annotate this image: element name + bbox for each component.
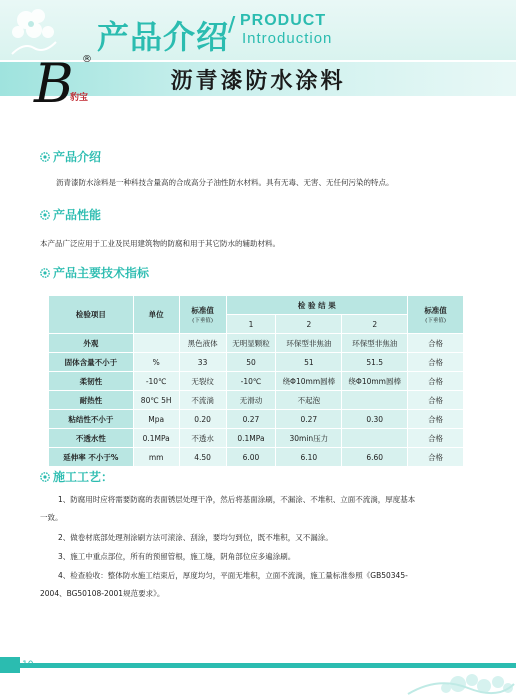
cell-item: 耐热性 (49, 391, 134, 410)
table-row (49, 391, 464, 410)
cell-r2: 6.10 (276, 448, 342, 467)
cell-unit: 80℃ 5H (133, 391, 179, 410)
header-title-cn: 产品介绍 (97, 18, 230, 56)
cell-item: 粘结性不小于 (49, 410, 134, 429)
cell-r1: 6.00 (226, 448, 276, 467)
header-result-3: 2 (342, 315, 408, 334)
cell-item: 不透水性 (49, 429, 134, 448)
cell-unit (133, 334, 179, 353)
cell-unit: % (133, 353, 179, 372)
cell-std2: 合格 (408, 353, 464, 372)
header-title-en-2: Introduction (242, 30, 333, 47)
header-banner (0, 0, 516, 60)
cell-std2: 合格 (408, 372, 464, 391)
performance-paragraph: 本产品广泛应用于工业及民用建筑物的防腐和用于其它防水的辅助材料。 (40, 239, 280, 248)
flower-decoration-icon (4, 2, 64, 58)
cell-r2: 0.27 (276, 410, 342, 429)
cell-r3 (342, 429, 408, 448)
cell-std2: 合格 (408, 410, 464, 429)
header-std-label: 标准值 (191, 306, 214, 315)
cell-r3: 绕Φ10mm圆棒 (342, 372, 408, 391)
cell-r3: 51.5 (342, 353, 408, 372)
craft-step-1: 1、防腐用时应将需要防腐的表面锈层处理干净，然后将基面涂刷，不漏涂、不堆积、立面不流淌，厚度基本 (58, 495, 416, 504)
craft-step-4-cont: 2004、BG50108-2001规范要求》。 (40, 589, 165, 598)
section-heading-craft (40, 468, 113, 485)
section-heading-intro (40, 148, 101, 165)
brand-logo-letter: B (34, 52, 74, 110)
header-std (179, 296, 226, 334)
header-slash: / (228, 12, 236, 36)
table-row (49, 429, 464, 448)
header-std2 (408, 296, 464, 334)
header-std2-note: (下垂值) (425, 318, 446, 324)
cell-r1: 无滑动 (226, 391, 276, 410)
cell-std: 黑色液体 (179, 334, 226, 353)
cell-unit: -10℃ (133, 372, 179, 391)
bullet-icon (40, 152, 50, 162)
cell-std: 0.20 (179, 410, 226, 429)
table-row (49, 410, 464, 429)
intro-paragraph: 沥青漆防水涂料是一种科技含量高的合成高分子油性防水材料。具有无毒、无害、无任何污染的特点。 (56, 178, 394, 187)
bullet-icon (40, 268, 50, 278)
header-results: 检 验 结 果 (226, 296, 408, 315)
page-number: 10 (22, 660, 34, 670)
cell-r1: 0.27 (226, 410, 276, 429)
cell-r3: 环保型非焦油 (342, 334, 408, 353)
header-std2-label: 标准值 (424, 306, 447, 315)
cell-r1: -10℃ (226, 372, 276, 391)
cell-r1: 无明显颗粒 (226, 334, 276, 353)
cell-item: 延伸率 不小于% (49, 448, 134, 467)
header-result-1: 1 (226, 315, 276, 334)
product-title: 沥青漆防水涂料 (170, 69, 346, 94)
cell-item: 柔韧性 (49, 372, 134, 391)
cell-item: 外观 (49, 334, 134, 353)
brand-logo-text: 豹宝 (70, 93, 89, 103)
cell-std2: 合格 (408, 334, 464, 353)
flower-decoration-icon (398, 666, 516, 696)
cell-unit: 0.1MPa (133, 429, 179, 448)
table-row (49, 353, 464, 372)
cell-std2: 合格 (408, 429, 464, 448)
header-unit: 单位 (133, 296, 179, 334)
section-heading-specs (40, 264, 149, 281)
header-title-en-1: PRODUCT (240, 12, 327, 29)
cell-unit: mm (133, 448, 179, 467)
cell-r2: 51 (276, 353, 342, 372)
craft-step-4: 4、检查验收：整体防水施工结束后，厚度均匀，平面无堆积，立面不流淌，施工量标准参照《GB50345- (58, 571, 408, 580)
cell-std2: 合格 (408, 391, 464, 410)
craft-step-3: 3、施工中重点部位，所有的预留管根，施工缝，阴角部位应多遍涂刷。 (58, 552, 296, 561)
section-heading-intro-label: 产品介绍 (53, 150, 102, 164)
craft-step-2: 2、做卷材底部处理剂涂刷方法可滚涂、刮涂，要均匀到位，既不堆积，又不漏涂。 (58, 533, 333, 542)
cell-std: 无裂纹 (179, 372, 226, 391)
cell-std: 不透水 (179, 429, 226, 448)
cell-r2: 绕Φ10mm圆棒 (276, 372, 342, 391)
cell-unit: Mpa (133, 410, 179, 429)
section-heading-specs-label: 产品主要技术指标 (53, 266, 150, 280)
table-row (49, 334, 464, 353)
bullet-icon (40, 472, 50, 482)
cell-r2: 环保型非焦油 (276, 334, 342, 353)
cell-r3: 6.60 (342, 448, 408, 467)
spec-table (48, 295, 464, 467)
cell-std: 33 (179, 353, 226, 372)
section-heading-craft-label: 施工工艺： (53, 470, 114, 484)
cell-std: 4.50 (179, 448, 226, 467)
header-result-2: 2 (276, 315, 342, 334)
footer-page-marker (0, 657, 20, 673)
cell-r2: 不起泡 (276, 391, 342, 410)
registered-mark: ® (82, 54, 92, 65)
cell-std: 不流淌 (179, 391, 226, 410)
header-item: 检验项目 (49, 296, 134, 334)
section-heading-performance-label: 产品性能 (53, 208, 102, 222)
header-std-note: (下垂值) (192, 318, 213, 324)
bullet-icon (40, 210, 50, 220)
cell-r3: 0.30 (342, 410, 408, 429)
cell-r2: 30min压力 (276, 429, 342, 448)
cell-r3 (342, 391, 408, 410)
cell-item: 固体含量不小于 (49, 353, 134, 372)
table-row (49, 372, 464, 391)
section-heading-performance (40, 206, 101, 223)
table-row (49, 448, 464, 467)
cell-std2: 合格 (408, 448, 464, 467)
cell-r1: 50 (226, 353, 276, 372)
craft-step-1-cont: 一致。 (40, 513, 63, 522)
cell-r1: 0.1MPa (226, 429, 276, 448)
